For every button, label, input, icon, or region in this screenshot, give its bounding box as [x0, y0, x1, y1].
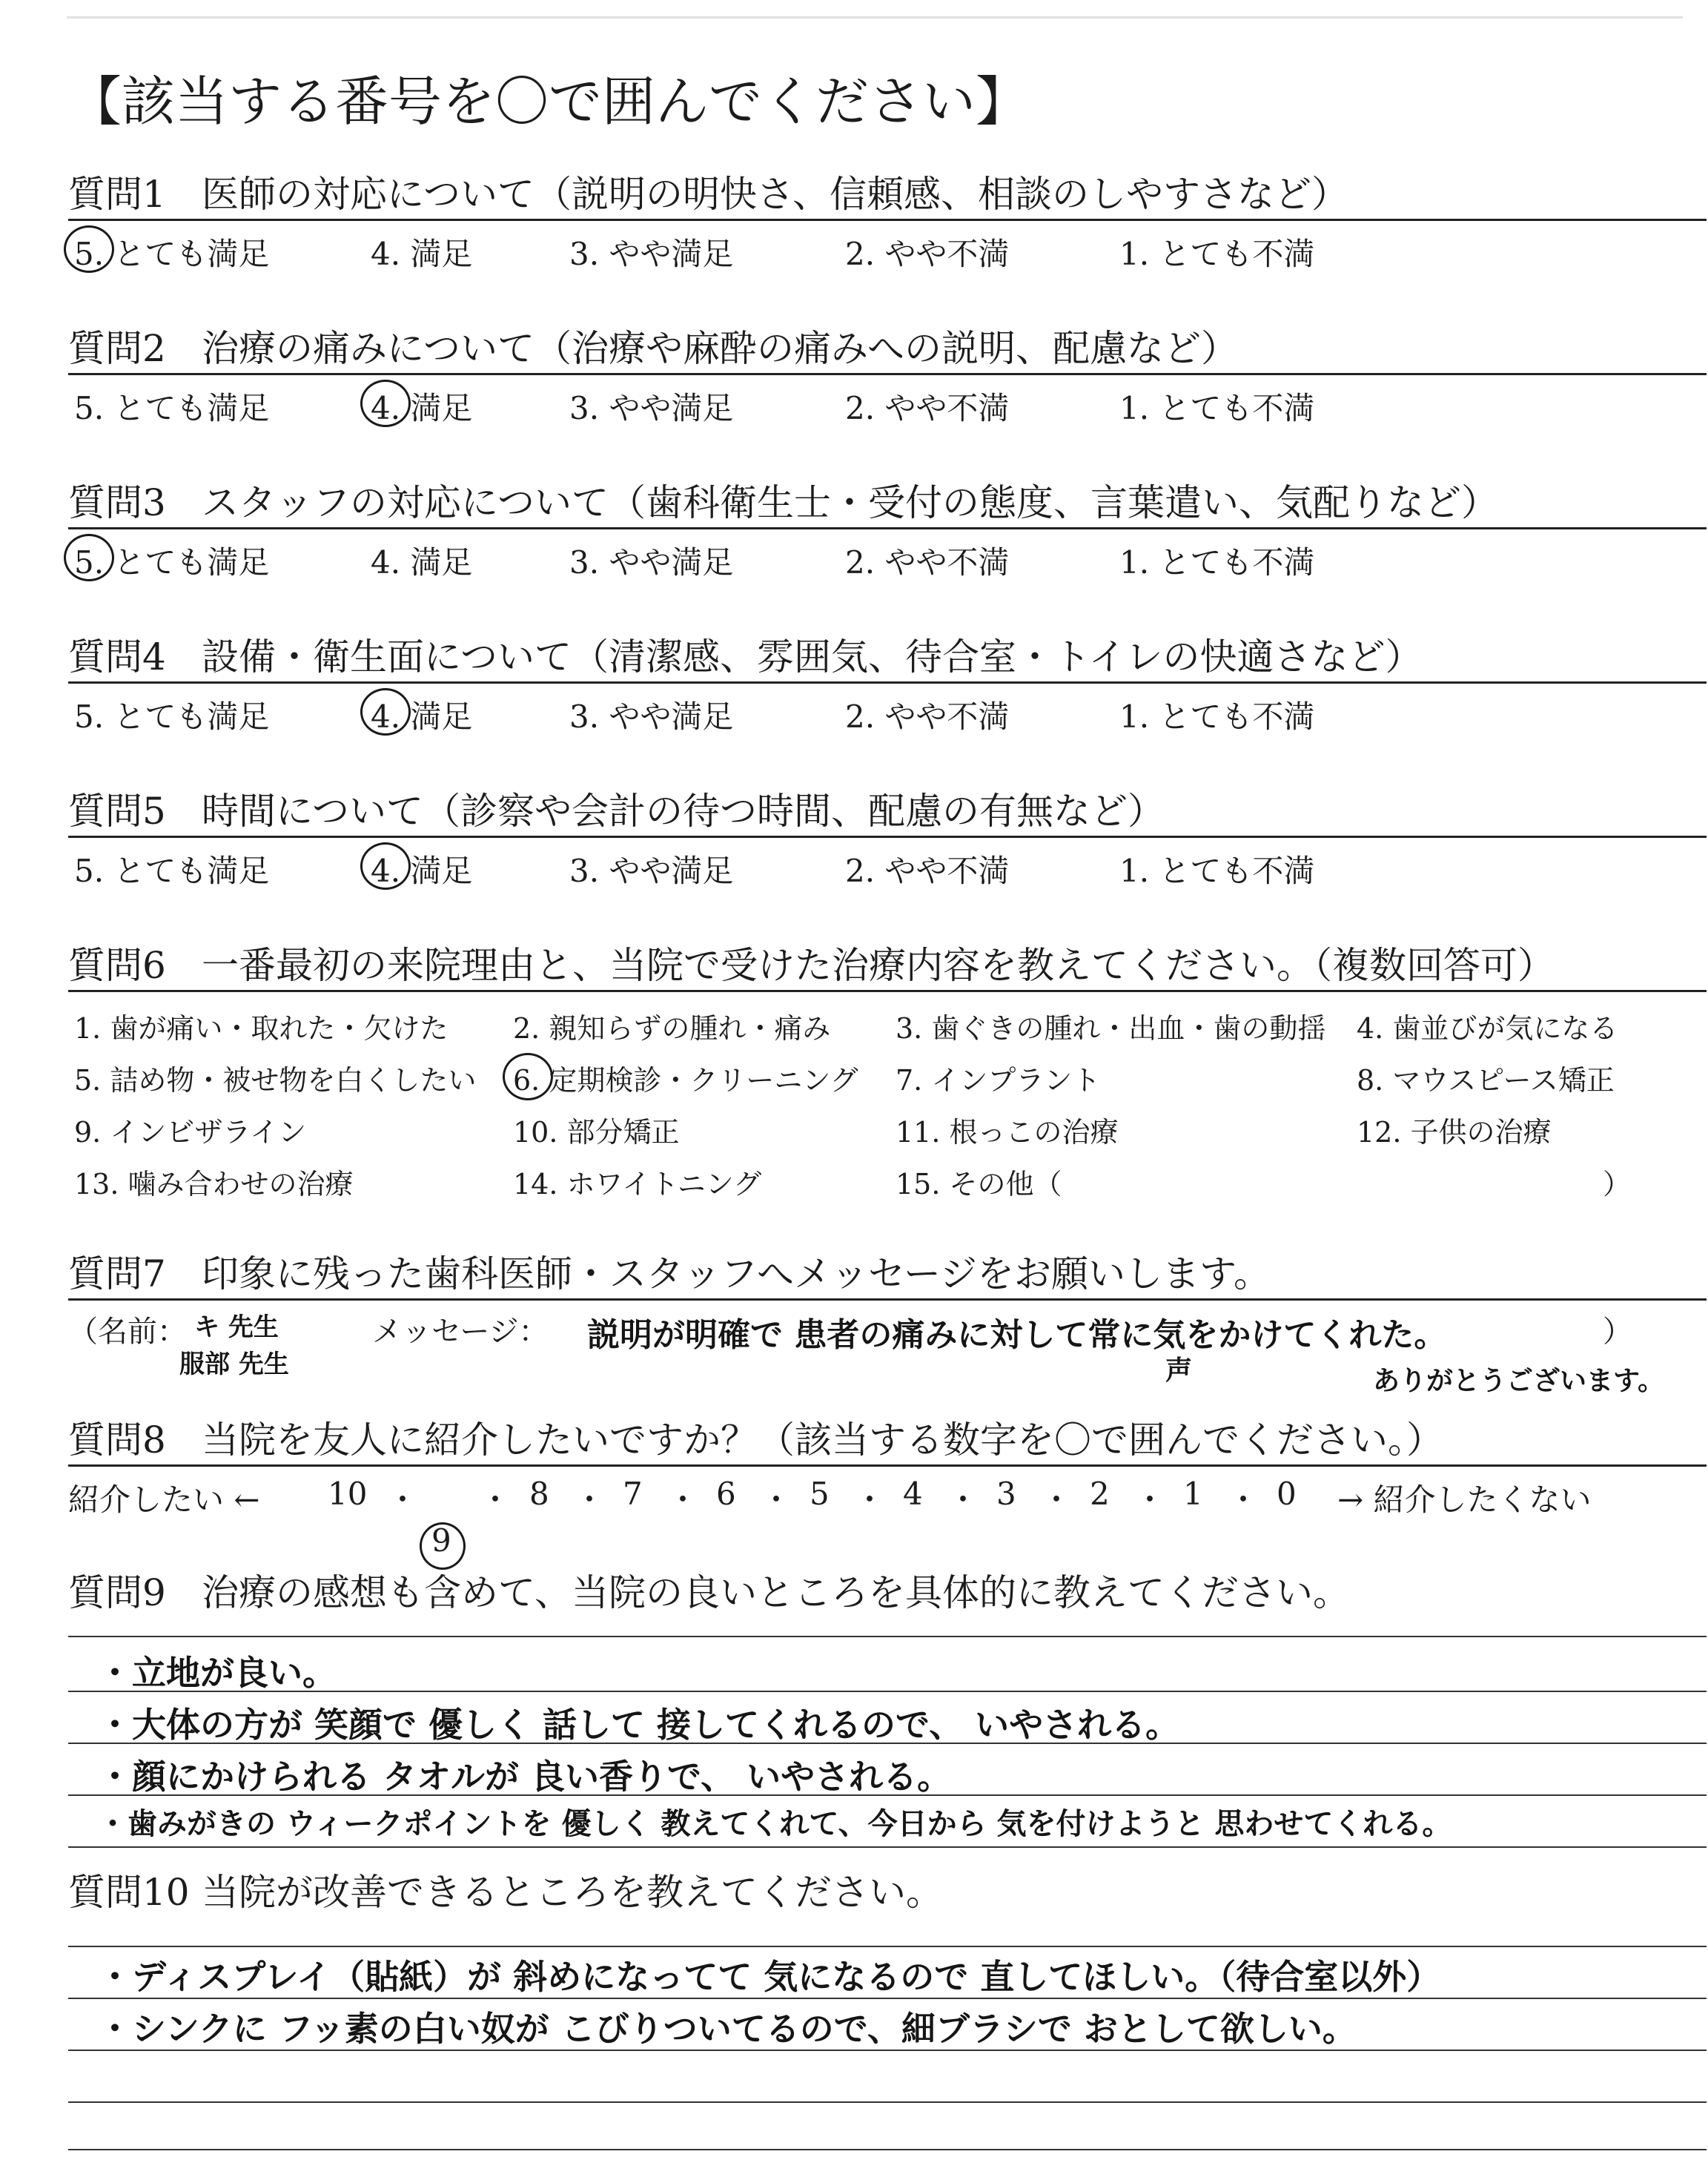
- reason-option-14[interactable]: 14. ホワイトニング: [513, 1168, 762, 1200]
- question-number: 質問10: [68, 1871, 190, 1914]
- question-number: 質問8: [68, 1418, 166, 1462]
- question-title: [68, 157, 1632, 221]
- question-title: [68, 928, 1632, 992]
- question-text: 治療の感想も含めて、当院の良いところを具体的に教えてください。: [202, 1571, 1350, 1614]
- handwritten-name-2: 服部 先生: [179, 1350, 289, 1379]
- scale-6[interactable]: 6: [716, 1476, 736, 1512]
- rating-options: [68, 838, 1632, 894]
- handwritten-answer-1: ・立地が良い。: [98, 1653, 337, 1693]
- question-title: [68, 311, 1632, 375]
- option-4[interactable]: 4. 満足: [371, 384, 472, 429]
- reason-option-15[interactable]: 15. その他（: [896, 1168, 1062, 1200]
- scale-sep: ・: [667, 1482, 699, 1518]
- scale-left-label: 紹介したい ←: [68, 1482, 260, 1518]
- reason-option-7[interactable]: 7. インプラント: [896, 1064, 1101, 1097]
- reason-option-5[interactable]: 5. 詰め物・被せ物を白くしたい: [74, 1064, 477, 1097]
- message-close-paren: ）: [1603, 1315, 1632, 1349]
- handwritten-message-line-2: ありがとうございます。: [1373, 1366, 1665, 1396]
- scale-5[interactable]: 5: [810, 1476, 830, 1512]
- scale-3[interactable]: 3: [996, 1476, 1016, 1512]
- question-text: 治療の痛みについて（治療や麻酔の痛みへの説明、配慮など）: [202, 327, 1238, 370]
- message-label: メッセージ：: [372, 1315, 549, 1349]
- question-2: [68, 311, 1632, 432]
- option-4[interactable]: 4. 満足: [371, 544, 473, 581]
- reason-option-6[interactable]: 6. 定期検診・クリーニング: [513, 1057, 858, 1098]
- question-title: [68, 774, 1632, 838]
- question-title: [68, 620, 1632, 684]
- question-text: 当院が改善できるところを教えてください。: [202, 1871, 943, 1914]
- option-2[interactable]: 2. やや不満: [845, 544, 1010, 581]
- option-4[interactable]: 4. 満足: [371, 236, 473, 272]
- question-number: 質問2: [68, 327, 166, 370]
- question-3: [68, 466, 1632, 586]
- handwritten-insert: 声: [1165, 1355, 1193, 1386]
- top-border: [67, 16, 1683, 19]
- option-4[interactable]: 4. 満足: [371, 847, 472, 891]
- writing-line: [68, 2050, 1707, 2051]
- scale-sep: ・: [854, 1482, 886, 1518]
- scale-0[interactable]: 0: [1277, 1476, 1297, 1512]
- message-row: [68, 1301, 1665, 1412]
- writing-line: [68, 1794, 1707, 1796]
- question-title: [68, 466, 1632, 529]
- scale-sep: ・: [574, 1482, 606, 1518]
- scale-8[interactable]: 8: [529, 1476, 549, 1512]
- question-text: 一番最初の来院理由と、当院で受けた治療内容を教えてください。（複数回答可）: [202, 944, 1555, 987]
- writing-line: [68, 1691, 1707, 1692]
- option-1[interactable]: 1. とても不満: [1119, 390, 1315, 426]
- option-3[interactable]: 3. やや満足: [569, 544, 734, 581]
- form-heading: 【該当する番号を〇で囲んでください】: [68, 70, 1030, 133]
- question-number: 質問4: [68, 635, 166, 678]
- other-close-paren: ）: [1603, 1168, 1632, 1200]
- handwritten-message-line-1: 説明が明確で 患者の痛みに対して常に気をかけてくれた。: [587, 1316, 1447, 1354]
- question-7: [68, 1237, 1665, 1412]
- rating-options: [68, 529, 1632, 586]
- option-3[interactable]: 3. やや満足: [569, 853, 734, 889]
- handwritten-answer-3: ・顔にかけられる タオルが 良い香りで、 いやされる。: [98, 1757, 952, 1797]
- recommend-scale: 紹介したい ← 10 ・ 9 ・ 8 ・ 7 ・ 6 ・ 5 ・ 4 ・ 3 ・ 2 ・ 1 ・ 0 → 紹介したくない: [68, 1467, 1632, 1526]
- option-3[interactable]: 3. やや満足: [569, 390, 734, 426]
- option-1[interactable]: 1. とても不満: [1119, 698, 1315, 735]
- question-number: 質問7: [68, 1252, 166, 1295]
- reason-option-1[interactable]: 1. 歯が痛い・取れた・欠けた: [74, 1012, 448, 1045]
- question-4: [68, 620, 1632, 740]
- question-title: [68, 1556, 1632, 1619]
- question-text: 医師の対応について（説明の明快さ、信頼感、相談のしやすさなど）: [202, 173, 1348, 216]
- option-5[interactable]: 5. とても満足: [74, 538, 269, 583]
- handwritten-name-1: キ 先生: [194, 1312, 279, 1342]
- scale-1[interactable]: 1: [1183, 1476, 1203, 1512]
- scale-10[interactable]: 10: [328, 1476, 368, 1512]
- reason-options: [68, 992, 1632, 1215]
- writing-line: [68, 2149, 1707, 2150]
- scale-sep: ・: [1228, 1482, 1260, 1518]
- question-number: 質問1: [68, 173, 166, 216]
- question-title: [68, 1403, 1632, 1467]
- option-5[interactable]: 5. とても満足: [74, 230, 269, 274]
- question-number: 質問9: [68, 1571, 166, 1614]
- writing-line: [68, 1743, 1707, 1744]
- option-5[interactable]: 5. とても満足: [74, 853, 270, 889]
- rating-options: [68, 221, 1632, 277]
- option-5[interactable]: 5. とても満足: [74, 698, 270, 735]
- question-number: 質問5: [68, 790, 166, 833]
- question-5: [68, 774, 1632, 894]
- writing-line: [68, 1998, 1707, 1999]
- option-2[interactable]: 2. やや不満: [845, 853, 1010, 889]
- question-text: 当院を友人に紹介したいですか？（該当する数字を〇で囲んでください。）: [202, 1418, 1443, 1462]
- option-1[interactable]: 1. とても不満: [1119, 853, 1315, 889]
- reason-option-13[interactable]: 13. 噛み合わせの治療: [74, 1168, 354, 1200]
- handwritten-improvement-1: ・ディスプレイ（貼紙）が 斜めになってて 気になるので 直してほしい。（待合室以外）: [98, 1957, 1441, 1997]
- question-10: [68, 1855, 1632, 2156]
- option-4[interactable]: 4. 満足: [371, 693, 472, 737]
- option-5[interactable]: 5. とても満足: [74, 390, 270, 426]
- reason-option-8[interactable]: 8. マウスピース矯正: [1357, 1064, 1615, 1097]
- option-2[interactable]: 2. やや不満: [845, 236, 1010, 272]
- handwritten-answer-2: ・大体の方が 笑顔で 優しく 話して 接してくれるので、 いやされる。: [98, 1705, 1180, 1745]
- scale-sep: ・: [1041, 1482, 1073, 1518]
- handwritten-answer-4: ・歯みがきの ウィークポイントを 優しく 教えてくれて、今日から 気を付けようと 思わせてくれる。: [98, 1807, 1452, 1841]
- scale-sep: ・: [387, 1482, 419, 1518]
- scale-2[interactable]: 2: [1090, 1476, 1110, 1512]
- reason-option-9[interactable]: 9. インビザライン: [74, 1116, 307, 1149]
- question-text: 印象に残った歯科医師・スタッフへメッセージをお願いします。: [202, 1252, 1271, 1295]
- scale-sep: ・: [947, 1482, 979, 1518]
- reason-option-4[interactable]: 4. 歯並びが気になる: [1357, 1012, 1618, 1045]
- reason-option-12[interactable]: 12. 子供の治療: [1357, 1116, 1552, 1149]
- question-number: 質問3: [68, 481, 166, 524]
- question-title: [68, 1855, 1632, 1919]
- scale-right-label: → 紹介したくない: [1337, 1482, 1592, 1518]
- reason-option-10[interactable]: 10. 部分矯正: [513, 1116, 680, 1149]
- question-8: [68, 1403, 1632, 1559]
- question-text: スタッフの対応について（歯科衛生士・受付の態度、言葉遣い、気配りなど）: [202, 481, 1498, 524]
- answer-lines: [68, 1919, 1632, 2156]
- option-2[interactable]: 2. やや不満: [845, 698, 1010, 735]
- question-text: 設備・衛生面について（清潔感、雰囲気、待合室・トイレの快適さなど）: [202, 635, 1423, 678]
- rating-options: [68, 375, 1632, 432]
- handwritten-improvement-2: ・シンクに フッ素の白い奴が こびりついてるので、細ブラシで おとして欲しい。: [98, 2009, 1357, 2049]
- scale-sep: ・: [761, 1482, 792, 1518]
- option-3[interactable]: 3. やや満足: [569, 698, 734, 735]
- question-title: [68, 1237, 1632, 1301]
- writing-line: [68, 1946, 1707, 1947]
- writing-line: [68, 2101, 1707, 2103]
- reason-option-2[interactable]: 2. 親知らずの腫れ・痛み: [513, 1012, 831, 1045]
- rating-options: [68, 684, 1632, 740]
- reason-option-3[interactable]: 3. 歯ぐきの腫れ・出血・歯の動揺: [896, 1012, 1326, 1045]
- reason-option-11[interactable]: 11. 根っこの治療: [896, 1116, 1119, 1149]
- question-number: 質問6: [68, 944, 166, 987]
- scale-4[interactable]: 4: [903, 1476, 923, 1512]
- option-1[interactable]: 1. とても不満: [1119, 544, 1315, 581]
- scale-sep: ・: [1134, 1482, 1166, 1518]
- writing-line: [68, 1846, 1707, 1848]
- question-1: [68, 157, 1632, 277]
- question-6: [68, 928, 1632, 1215]
- scale-7[interactable]: 7: [623, 1476, 643, 1512]
- option-1[interactable]: 1. とても不満: [1119, 236, 1315, 272]
- writing-line: [68, 1636, 1707, 1637]
- option-2[interactable]: 2. やや不満: [845, 390, 1010, 426]
- option-3[interactable]: 3. やや満足: [569, 236, 734, 272]
- question-text: 時間について（診察や会計の待つ時間、配慮の有無など）: [202, 790, 1165, 833]
- scale-sep: ・: [480, 1482, 512, 1518]
- name-label: （名前：: [68, 1315, 187, 1349]
